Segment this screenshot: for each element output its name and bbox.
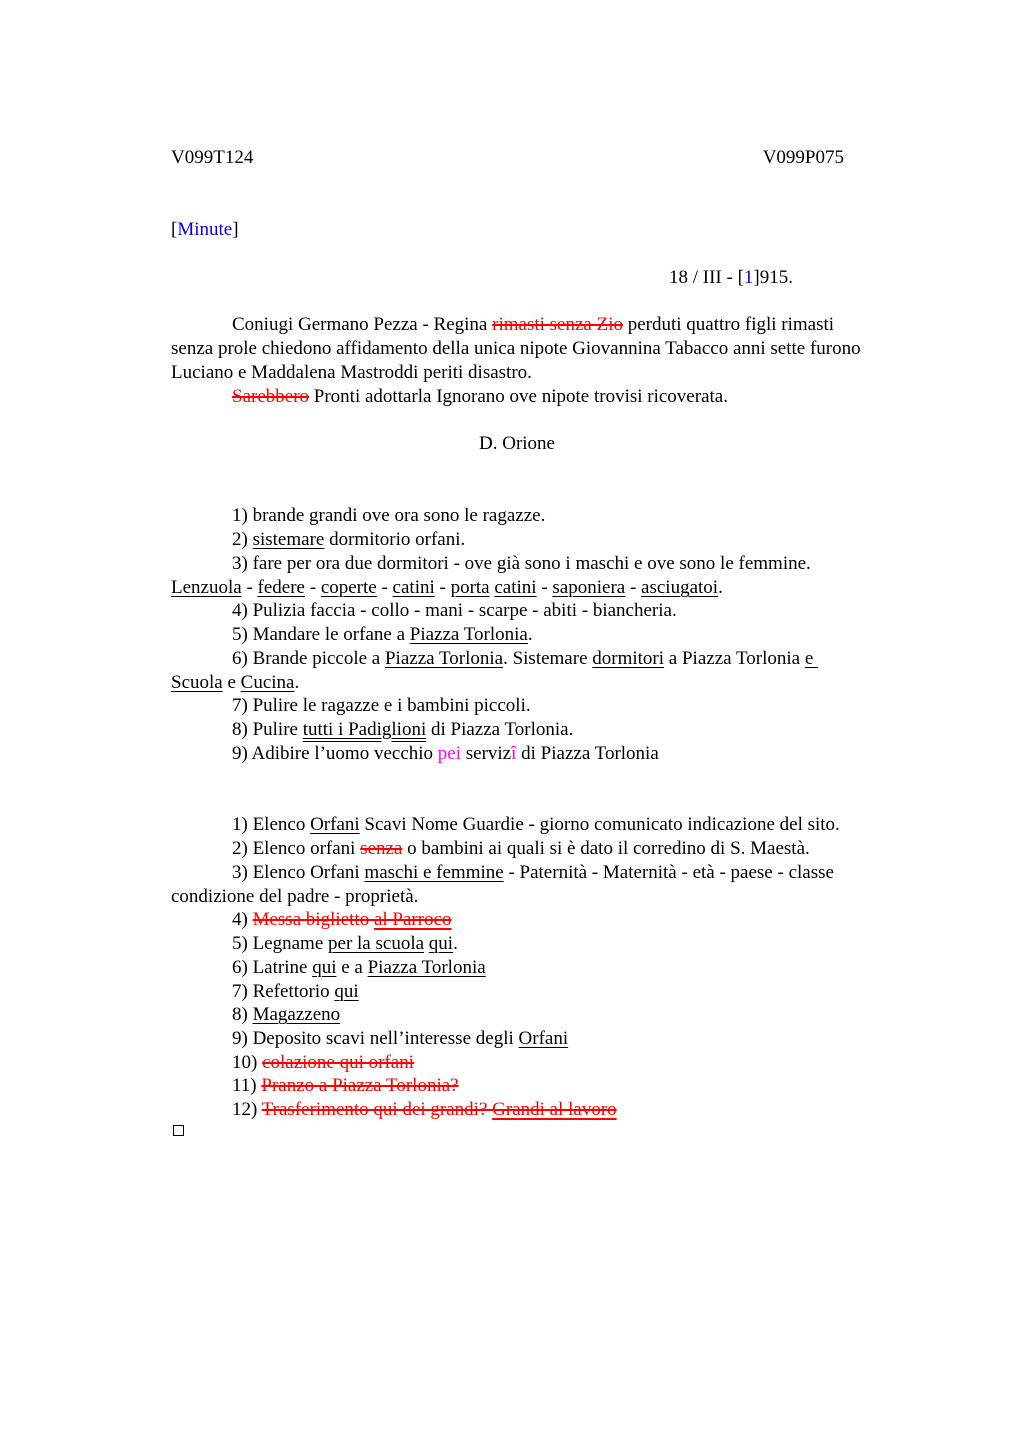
list2-item-11: 11) Pranzo a Piazza Torlonia? xyxy=(232,1075,459,1096)
list1-item-8: 8) Pulire tutti i Padiglioni di Piazza Torlonia. xyxy=(232,719,574,740)
list2-item-12: 12) Trasferimento qui dei grandi? Grandi al lavoro xyxy=(232,1099,617,1120)
left-code: V099T124 xyxy=(171,147,254,168)
telegram-line-3: Luciano e Maddalena Mastroddi periti disastro. xyxy=(171,362,532,383)
signature: D. Orione xyxy=(479,433,555,454)
date-line: 18 / III - [1]915. xyxy=(669,267,793,288)
list2-item-10: 10) colazione qui orfani xyxy=(232,1052,415,1073)
list2-item-2: 2) Elenco orfani senza o bambini ai quali si è dato il corredino di S. Maestà. xyxy=(232,838,810,859)
list2-item-6: 6) Latrine qui e a Piazza Torlonia xyxy=(232,957,486,978)
list2-item-3: 3) Elenco Orfani maschi e femmine - Paternità - Maternità - età - paese - classe xyxy=(232,862,834,883)
list1-item-9: 9) Adibire l’uomo vecchio pei servizî di Piazza Torlonia xyxy=(232,743,659,764)
right-code: V099P075 xyxy=(762,147,844,168)
list1-item-5: 5) Mandare le orfane a Piazza Torlonia. xyxy=(232,624,533,645)
list2-item-7: 7) Refettorio qui xyxy=(232,981,359,1002)
list1-item-1: 1) brande grandi ove ora sono le ragazze. xyxy=(232,505,546,526)
list1-item-4: 4) Pulizia faccia - collo - mani - scarpe - abiti - biancheria. xyxy=(232,600,677,621)
end-box-icon xyxy=(173,1125,184,1136)
telegram-line-2: senza prole chiedono affidamento della unica nipote Giovannina Tabacco anni sette furono xyxy=(171,338,861,359)
list1-item-7: 7) Pulire le ragazze e i bambini piccoli. xyxy=(232,695,531,716)
list2-item-3-cont: condizione del padre - proprietà. xyxy=(171,886,419,907)
list1-item-6: 6) Brande piccole a Piazza Torlonia. Sistemare dormitori a Piazza Torlonia e xyxy=(232,648,818,669)
list2-item-9: 9) Deposito scavi nell’interesse degli Orfani xyxy=(232,1028,569,1049)
list1-item-3: 3) fare per ora due dormitori - ove già sono i maschi e ove sono le femmine. xyxy=(232,553,811,574)
telegram-line-4: Sarebbero Pronti adottarla Ignorano ove nipote trovisi ricoverata. xyxy=(232,386,728,407)
telegram-line-1: Coniugi Germano Pezza - Regina rimasti senza Zio perduti quattro figli rimasti xyxy=(232,314,835,335)
document-type: [Minute] xyxy=(171,219,239,240)
list1-item-3-cont: Lenzuola - federe - coperte - catini - porta catini - saponiera - asciugatoi. xyxy=(171,577,723,598)
list2-item-4: 4) Messa biglietto al Parroco xyxy=(232,909,452,930)
list1-item-6-cont: Scuola e Cucina. xyxy=(171,672,300,693)
list2-item-5: 5) Legname per la scuola qui. xyxy=(232,933,458,954)
list2-item-8: 8) Magazzeno xyxy=(232,1004,341,1025)
list1-item-2: 2) sistemare dormitorio orfani. xyxy=(232,529,466,550)
list2-item-1: 1) Elenco Orfani Scavi Nome Guardie - giorno comunicato indicazione del sito. xyxy=(232,814,840,835)
